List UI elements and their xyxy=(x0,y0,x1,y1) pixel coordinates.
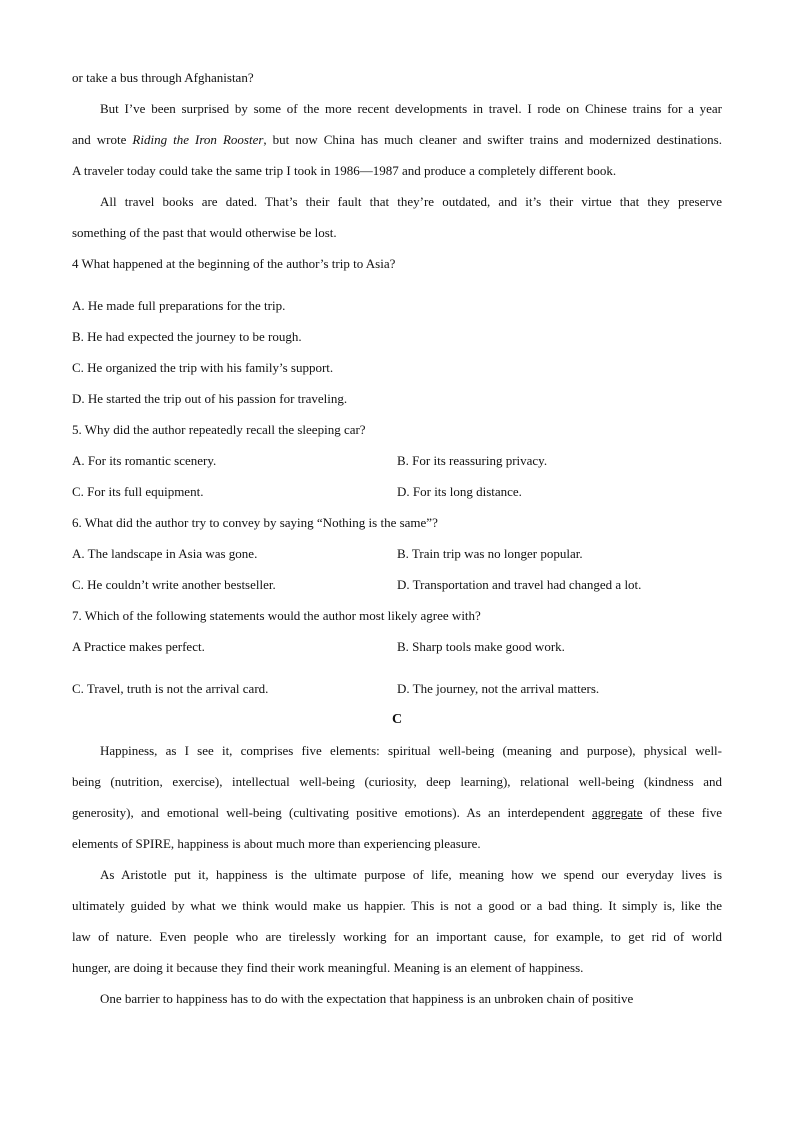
passage-line: or take a bus through Afghanistan? xyxy=(72,70,254,85)
question-4-option-b: B. He had expected the journey to be rough. xyxy=(72,329,302,344)
question-4-option-d: D. He started the trip out of his passion for traveling. xyxy=(72,391,348,406)
passage-line: something of the past that would otherwise be lost. xyxy=(72,225,337,240)
question-7-stem: 7. Which of the following statements would the author most likely agree with? xyxy=(72,608,481,623)
passage-text: , but now China has much cleaner and swifter trains and modernized destinations. xyxy=(263,132,722,147)
question-5-stem: 5. Why did the author repeatedly recall the sleeping car? xyxy=(72,422,366,437)
question-7-options-row-2 xyxy=(72,673,722,704)
question-5-options-row-2 xyxy=(72,476,722,507)
passage-text: generosity), and emotional well-being (cultivating positive emotions). As an interdependent xyxy=(72,805,592,820)
question-6-options-row-2 xyxy=(72,569,722,600)
question-4-option-a: A. He made full preparations for the trip. xyxy=(72,298,286,313)
question-6-options-row-1 xyxy=(72,538,722,569)
passage-line: But I’ve been surprised by some of the more recent developments in travel. I rode on Chinese trains for a year xyxy=(100,101,722,116)
question-4-option-c: C. He organized the trip with his family’s support. xyxy=(72,360,334,375)
question-7-option-a: A Practice makes perfect. xyxy=(72,639,205,654)
passage-line: law of nature. Even people who are tirelessly working for an important cause, for example, to get rid of world xyxy=(72,929,722,944)
passage-c-paragraph-3 xyxy=(72,983,722,1014)
passage-c-paragraph-1 xyxy=(72,735,722,859)
passage-line: All travel books are dated. That’s their fault that they’re outdated, and it’s their virtue that they preserve xyxy=(100,194,722,209)
question-5-option-b: B. For its reassuring privacy. xyxy=(397,453,548,468)
passage-text: and wrote xyxy=(72,132,133,147)
passage-line xyxy=(72,797,722,828)
section-title: C xyxy=(391,712,403,727)
question-7-option-d: D. The journey, not the arrival matters. xyxy=(397,681,600,696)
question-5-options-row-1 xyxy=(72,445,722,476)
passage-line: hunger, are doing it because they find their work meaningful. Meaning is an element of happiness. xyxy=(72,960,584,975)
question-5-option-a: A. For its romantic scenery. xyxy=(72,453,217,468)
passage-line: As Aristotle put it, happiness is the ultimate purpose of life, meaning how we spend our everyday lives is xyxy=(100,867,722,882)
question-4-stem: 4 What happened at the beginning of the author’s trip to Asia? xyxy=(72,256,396,271)
passage-line: elements of SPIRE, happiness is about much more than experiencing pleasure. xyxy=(72,836,481,851)
question-7-option-c: C. Travel, truth is not the arrival card. xyxy=(72,681,269,696)
question-6-option-b: B. Train trip was no longer popular. xyxy=(397,546,583,561)
passage-line: being (nutrition, exercise), intellectual well-being (curiosity, deep learning), relational well-being (kindness and xyxy=(72,774,722,789)
passage-c-paragraph-2 xyxy=(72,859,722,983)
passage-line: Happiness, as I see it, comprises five elements: spiritual well-being (meaning and purpose), physical well- xyxy=(100,743,722,758)
question-6-option-a: A. The landscape in Asia was gone. xyxy=(72,546,258,561)
question-7-options-row-1 xyxy=(72,631,722,673)
question-5-option-c: C. For its full equipment. xyxy=(72,484,204,499)
underlined-word: aggregate xyxy=(592,805,643,820)
passage-line xyxy=(72,124,722,155)
passage-line: ultimately guided by what we think would make us happier. This is not a good or a bad thing. It simply is, like the xyxy=(72,898,722,913)
passage-line: One barrier to happiness has to do with the expectation that happiness is an unbroken chain of positive xyxy=(100,991,634,1006)
passage-line: A traveler today could take the same trip I took in 1986—1987 and produce a completely different book. xyxy=(72,163,617,178)
passage-text: of these five xyxy=(642,805,722,820)
question-6-option-d: D. Transportation and travel had changed a lot. xyxy=(397,577,642,592)
exam-page xyxy=(72,62,722,1014)
question-5-option-d: D. For its long distance. xyxy=(397,484,522,499)
question-7-option-b: B. Sharp tools make good work. xyxy=(397,639,565,654)
question-6-option-c: C. He couldn’t write another bestseller. xyxy=(72,577,276,592)
book-title: Riding the Iron Rooster xyxy=(132,132,264,147)
question-6-stem: 6. What did the author try to convey by saying “Nothing is the same”? xyxy=(72,515,438,530)
